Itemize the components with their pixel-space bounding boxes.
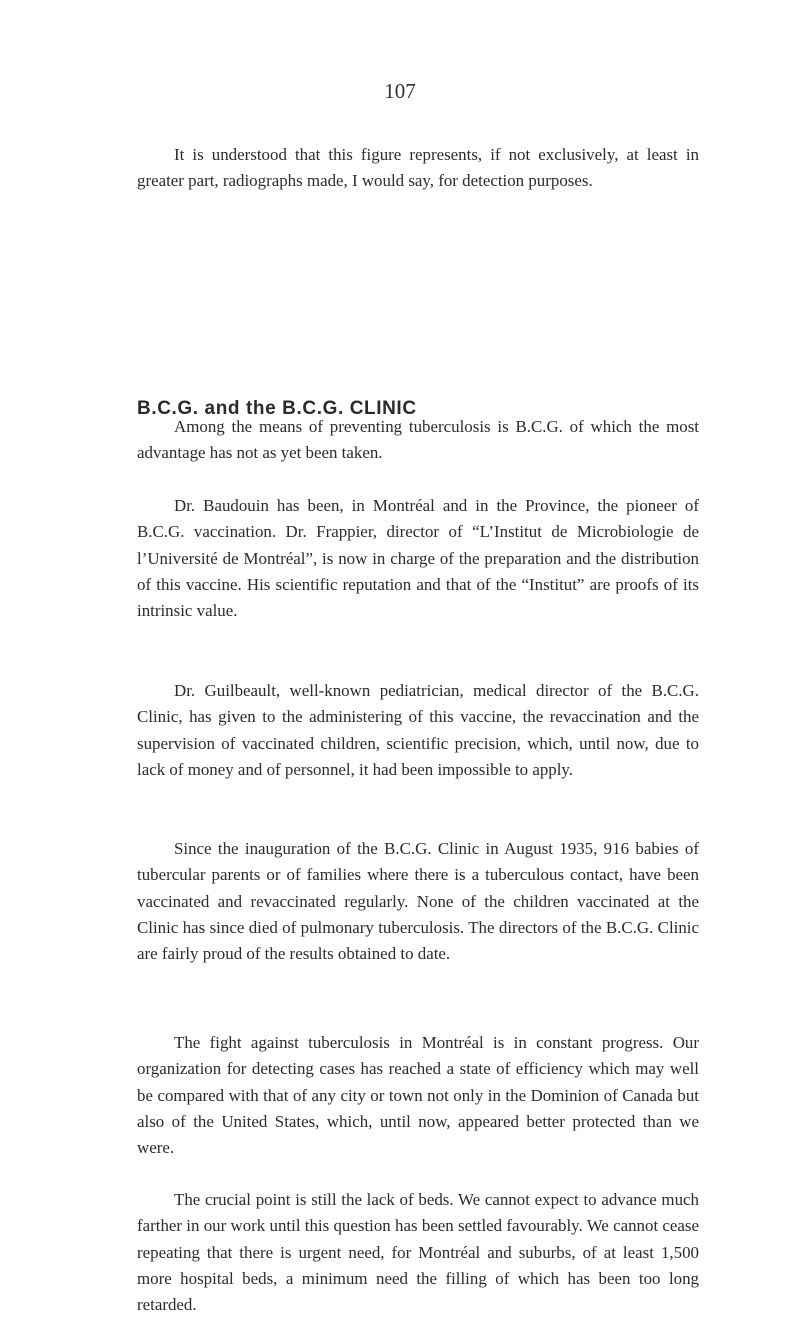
body-block-1 bbox=[137, 414, 699, 467]
body-block-4 bbox=[137, 836, 699, 967]
body-block-5 bbox=[137, 1030, 699, 1161]
body-block-6 bbox=[137, 1187, 699, 1318]
paragraph-beds: The crucial point is still the lack of beds. We cannot expect to advance much farther in our work until this question has been settled favourably. We cannot cease repeating that there is urgent need, for Montréal and suburbs, of at least 1,500 more hospital beds, a minimum need the filling of which has been too long retarded. bbox=[137, 1190, 699, 1314]
intro-block bbox=[137, 142, 699, 195]
paragraph-bcg-means: Among the means of preventing tuberculosis is B.C.G. of which the most advantage has not as yet been taken. bbox=[137, 417, 699, 463]
body-block-3 bbox=[137, 678, 699, 783]
paragraph-baudouin: Dr. Baudouin has been, in Montréal and in the Province, the pioneer of B.C.G. vaccination. Dr. Frappier, director of “L’Institut de Microbiologie de l’Université de Montréal”, is now in charge of the preparation and the distribution of this vaccine. His scientific reputation and that of the “Institut” are proofs of its intrinsic value. bbox=[137, 496, 699, 620]
section-heading: B.C.G. and the B.C.G. CLINIC bbox=[137, 398, 417, 419]
paragraph-guilbeault: Dr. Guilbeault, well-known pediatrician, medical director of the B.C.G. Clinic, has given to the administering of this vaccine, the revaccination and the supervision of vaccinated children, scientific precision, which, until now, due to lack of money and of personnel, it had been impossible to apply. bbox=[137, 681, 699, 779]
intro-paragraph: It is understood that this figure represents, if not exclusively, at least in greater part, radiographs made, I would say, for detection purposes. bbox=[137, 145, 699, 191]
page-number: 107 bbox=[384, 79, 416, 103]
paragraph-fight: The fight against tuberculosis in Montréal is in constant progress. Our organization for detecting cases has reached a state of efficiency which may well be compared with that of any city or town not only in the Dominion of Canada but also of the United States, which, until now, appeared better protected than we were. bbox=[137, 1033, 699, 1157]
body-block-2 bbox=[137, 493, 699, 624]
paragraph-inauguration: Since the inauguration of the B.C.G. Clinic in August 1935, 916 babies of tubercular parents or of families where there is a tuberculous contact, have been vaccinated and revaccinated regularly. None of the children vaccinated at the Clinic has since died of pulmonary tuberculosis. The directors of the B.C.G. Clinic are fairly proud of the results obtained to date. bbox=[137, 839, 699, 963]
